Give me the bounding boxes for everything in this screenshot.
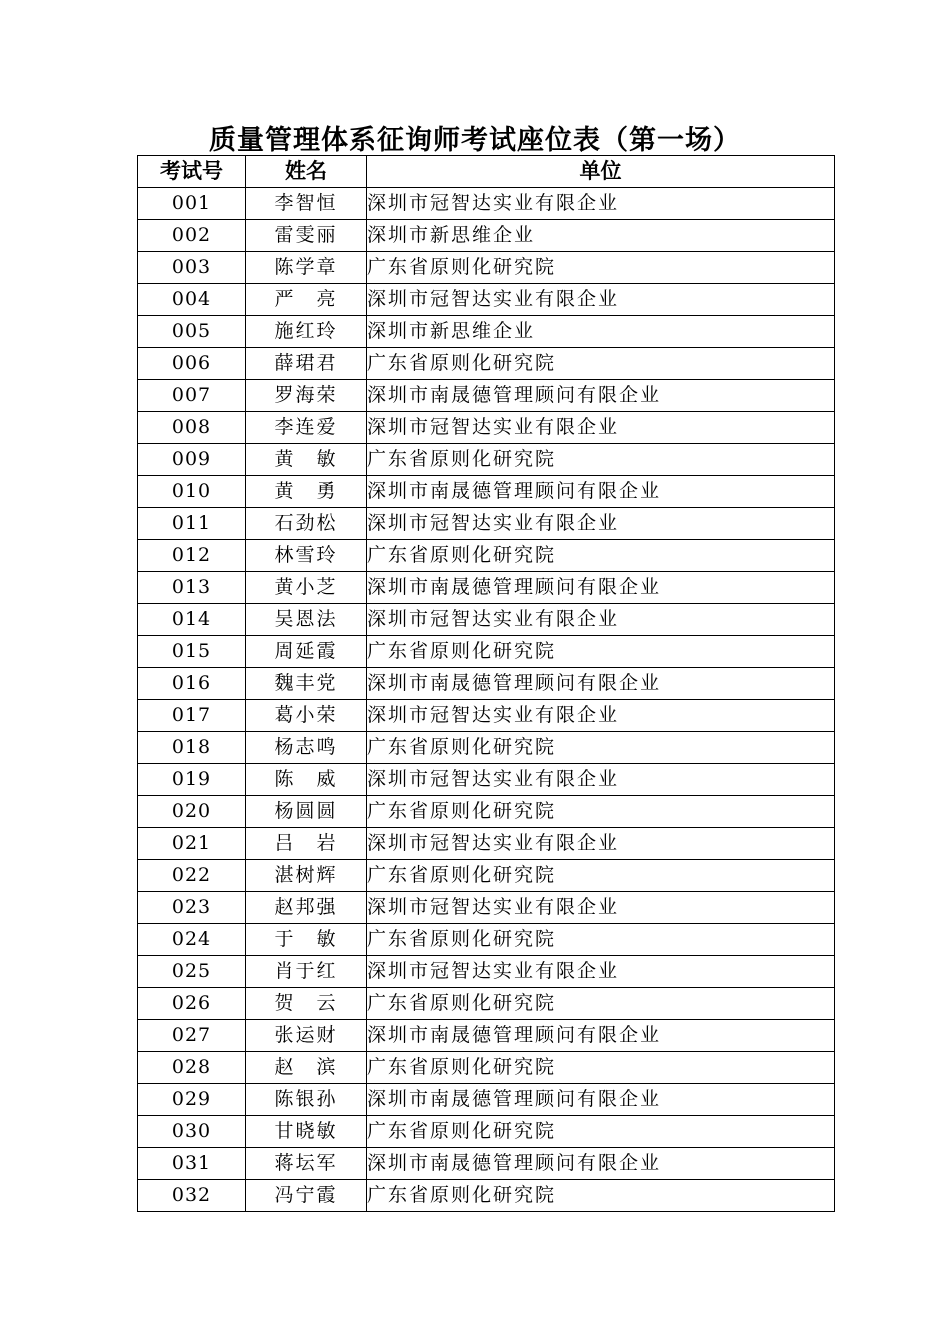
unit-cell: 深圳市冠智达实业有限企业: [367, 188, 835, 220]
table-row: [138, 316, 835, 348]
table-row: [138, 476, 835, 508]
table-row: [138, 252, 835, 284]
exam-number-cell: 007: [138, 380, 246, 412]
header-name: 姓名: [246, 156, 367, 188]
exam-number-cell: 019: [138, 764, 246, 796]
exam-number-cell: 017: [138, 700, 246, 732]
name-cell: 赵 滨: [246, 1052, 367, 1084]
table-row: [138, 188, 835, 220]
exam-number-cell: 028: [138, 1052, 246, 1084]
name-cell: 贺 云: [246, 988, 367, 1020]
unit-cell: 深圳市冠智达实业有限企业: [367, 604, 835, 636]
table-row: [138, 348, 835, 380]
table-row: [138, 1116, 835, 1148]
name-cell: 陈 威: [246, 764, 367, 796]
unit-cell: 深圳市冠智达实业有限企业: [367, 412, 835, 444]
unit-cell: 广东省原则化研究院: [367, 860, 835, 892]
unit-cell: 深圳市南晟德管理顾问有限企业: [367, 1084, 835, 1116]
unit-cell: 深圳市南晟德管理顾问有限企业: [367, 572, 835, 604]
name-cell: 赵邦强: [246, 892, 367, 924]
exam-number-cell: 005: [138, 316, 246, 348]
table-row: [138, 732, 835, 764]
table-row: [138, 764, 835, 796]
exam-number-cell: 030: [138, 1116, 246, 1148]
unit-cell: 深圳市南晟德管理顾问有限企业: [367, 668, 835, 700]
table-row: [138, 508, 835, 540]
name-cell: 冯宁霞: [246, 1180, 367, 1212]
unit-cell: 广东省原则化研究院: [367, 924, 835, 956]
table-row: [138, 700, 835, 732]
exam-number-cell: 001: [138, 188, 246, 220]
name-cell: 薛珺君: [246, 348, 367, 380]
name-cell: 葛小荣: [246, 700, 367, 732]
name-cell: 湛树辉: [246, 860, 367, 892]
unit-cell: 深圳市冠智达实业有限企业: [367, 700, 835, 732]
unit-cell: 深圳市南晟德管理顾问有限企业: [367, 476, 835, 508]
exam-number-cell: 020: [138, 796, 246, 828]
exam-number-cell: 006: [138, 348, 246, 380]
exam-number-cell: 008: [138, 412, 246, 444]
name-cell: 李智恒: [246, 188, 367, 220]
table-row: [138, 1148, 835, 1180]
exam-number-cell: 012: [138, 540, 246, 572]
exam-number-cell: 026: [138, 988, 246, 1020]
table-row: [138, 1084, 835, 1116]
table-row: [138, 892, 835, 924]
exam-number-cell: 014: [138, 604, 246, 636]
unit-cell: 深圳市冠智达实业有限企业: [367, 956, 835, 988]
exam-number-cell: 009: [138, 444, 246, 476]
exam-number-cell: 021: [138, 828, 246, 860]
name-cell: 吕 岩: [246, 828, 367, 860]
exam-number-cell: 016: [138, 668, 246, 700]
unit-cell: 深圳市南晟德管理顾问有限企业: [367, 1148, 835, 1180]
name-cell: 张运财: [246, 1020, 367, 1052]
name-cell: 陈学章: [246, 252, 367, 284]
name-cell: 甘晓敏: [246, 1116, 367, 1148]
exam-number-cell: 023: [138, 892, 246, 924]
name-cell: 吴恩法: [246, 604, 367, 636]
unit-cell: 广东省原则化研究院: [367, 1052, 835, 1084]
name-cell: 杨志鸣: [246, 732, 367, 764]
table-row: [138, 668, 835, 700]
unit-cell: 广东省原则化研究院: [367, 1180, 835, 1212]
table-row: [138, 924, 835, 956]
table-row: [138, 1180, 835, 1212]
unit-cell: 广东省原则化研究院: [367, 540, 835, 572]
unit-cell: 深圳市冠智达实业有限企业: [367, 764, 835, 796]
table-row: [138, 1020, 835, 1052]
table-body: [138, 188, 835, 1212]
name-cell: 黄 敏: [246, 444, 367, 476]
unit-cell: 深圳市南晟德管理顾问有限企业: [367, 1020, 835, 1052]
name-cell: 蒋坛军: [246, 1148, 367, 1180]
table-row: [138, 380, 835, 412]
name-cell: 黄 勇: [246, 476, 367, 508]
exam-number-cell: 024: [138, 924, 246, 956]
unit-cell: 广东省原则化研究院: [367, 348, 835, 380]
name-cell: 李连爱: [246, 412, 367, 444]
unit-cell: 广东省原则化研究院: [367, 252, 835, 284]
table-row: [138, 572, 835, 604]
name-cell: 魏丰党: [246, 668, 367, 700]
exam-number-cell: 002: [138, 220, 246, 252]
table-row: [138, 604, 835, 636]
table-row: [138, 412, 835, 444]
exam-number-cell: 018: [138, 732, 246, 764]
table-row: [138, 956, 835, 988]
table-row: [138, 284, 835, 316]
unit-cell: 深圳市新思维企业: [367, 220, 835, 252]
name-cell: 严 亮: [246, 284, 367, 316]
unit-cell: 广东省原则化研究院: [367, 732, 835, 764]
exam-number-cell: 015: [138, 636, 246, 668]
name-cell: 肖于红: [246, 956, 367, 988]
table-row: [138, 828, 835, 860]
table-header-row: [138, 156, 835, 188]
name-cell: 林雪玲: [246, 540, 367, 572]
unit-cell: 广东省原则化研究院: [367, 636, 835, 668]
seating-table: [137, 155, 835, 1212]
unit-cell: 深圳市冠智达实业有限企业: [367, 828, 835, 860]
unit-cell: 深圳市新思维企业: [367, 316, 835, 348]
name-cell: 陈银孙: [246, 1084, 367, 1116]
unit-cell: 深圳市冠智达实业有限企业: [367, 284, 835, 316]
table-row: [138, 540, 835, 572]
name-cell: 石劲松: [246, 508, 367, 540]
exam-number-cell: 011: [138, 508, 246, 540]
unit-cell: 深圳市冠智达实业有限企业: [367, 892, 835, 924]
unit-cell: 深圳市南晟德管理顾问有限企业: [367, 380, 835, 412]
exam-number-cell: 029: [138, 1084, 246, 1116]
table-row: [138, 860, 835, 892]
exam-number-cell: 013: [138, 572, 246, 604]
page-title: 质量管理体系征询师考试座位表（第一场）: [209, 125, 741, 156]
unit-cell: 广东省原则化研究院: [367, 796, 835, 828]
unit-cell: 广东省原则化研究院: [367, 1116, 835, 1148]
unit-cell: 广东省原则化研究院: [367, 988, 835, 1020]
exam-number-cell: 010: [138, 476, 246, 508]
unit-cell: 广东省原则化研究院: [367, 444, 835, 476]
name-cell: 杨圆圆: [246, 796, 367, 828]
exam-number-cell: 032: [138, 1180, 246, 1212]
name-cell: 黄小芝: [246, 572, 367, 604]
table-row: [138, 444, 835, 476]
name-cell: 罗海荣: [246, 380, 367, 412]
exam-number-cell: 022: [138, 860, 246, 892]
table-row: [138, 1052, 835, 1084]
exam-number-cell: 027: [138, 1020, 246, 1052]
exam-number-cell: 031: [138, 1148, 246, 1180]
name-cell: 施红玲: [246, 316, 367, 348]
table-row: [138, 796, 835, 828]
table-row: [138, 988, 835, 1020]
unit-cell: 深圳市冠智达实业有限企业: [367, 508, 835, 540]
exam-number-cell: 025: [138, 956, 246, 988]
name-cell: 于 敏: [246, 924, 367, 956]
table-row: [138, 220, 835, 252]
table-row: [138, 636, 835, 668]
exam-number-cell: 004: [138, 284, 246, 316]
name-cell: 周延霞: [246, 636, 367, 668]
header-exam-number: 考试号: [138, 156, 246, 188]
name-cell: 雷雯丽: [246, 220, 367, 252]
exam-number-cell: 003: [138, 252, 246, 284]
header-unit: 单位: [367, 156, 835, 188]
